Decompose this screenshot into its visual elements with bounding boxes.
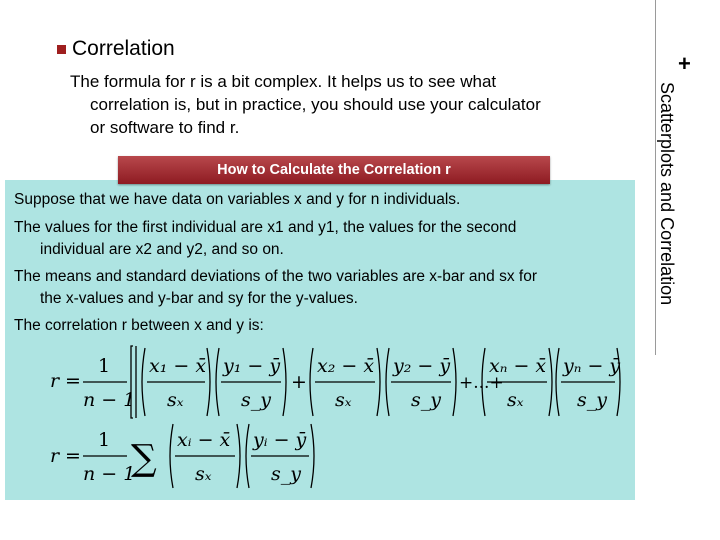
box-caption: How to Calculate the Correlation r	[118, 156, 550, 184]
box-paragraph-1: Suppose that we have data on variables x and y for n individuals.	[14, 191, 461, 208]
bullet-square-icon	[57, 45, 66, 54]
formula-one-2: 1	[98, 429, 111, 451]
term-x2: x₂ − x̄	[317, 355, 375, 377]
denom-sy-i: s_y	[271, 463, 301, 485]
denom-sy-2: s_y	[411, 389, 441, 411]
sigma-icon: ∑	[131, 438, 157, 479]
formula-eq-1: =	[65, 370, 81, 392]
paren-close-icon	[549, 348, 552, 416]
paren-open-icon	[142, 348, 145, 416]
paren-open-icon	[310, 348, 313, 416]
term-y1: y₁ − ȳ	[223, 355, 281, 377]
denom-sx-n: sₓ	[507, 389, 524, 411]
paren-open-icon	[556, 348, 559, 416]
paren-open-icon	[386, 348, 389, 416]
plus-icon: +	[678, 51, 691, 76]
definition-box	[5, 180, 635, 500]
paren-open-icon	[216, 348, 219, 416]
denom-sy-1: s_y	[241, 389, 271, 411]
formula-plus-dots: +...+	[459, 373, 504, 393]
box-paragraph-2-line-1: The values for the first individual are x1 and y1, the values for the second	[14, 219, 517, 236]
paren-close-icon	[453, 348, 456, 416]
paren-close-icon	[311, 424, 314, 488]
box-paragraph-3	[14, 266, 626, 310]
paren-close-icon	[377, 348, 380, 416]
term-x1: x₁ − x̄	[149, 355, 207, 377]
term-yi: yᵢ − ȳ	[253, 429, 307, 451]
term-xn: xₙ − x̄	[489, 355, 547, 377]
box-paragraph-4: The correlation r between x and y is:	[14, 317, 264, 334]
term-y2: y₂ − ȳ	[393, 355, 451, 377]
paren-open-icon	[246, 424, 249, 488]
formula-r-1: r	[50, 370, 60, 392]
correlation-formula	[45, 340, 625, 500]
formula-n-minus-1-1: n − 1	[83, 389, 136, 411]
box-paragraph-3-line-1: The means and standard deviations of the two variables are x-bar and sx for	[14, 268, 537, 285]
denom-sx-i: sₓ	[195, 463, 212, 485]
intro-line-1: The formula for r is a bit complex. It helps us to see what	[70, 72, 497, 91]
intro-text	[70, 70, 630, 139]
box-paragraph-3-line-2: the x-values and y-bar and sy for the y-values.	[40, 290, 358, 307]
denom-sx-1: sₓ	[167, 389, 184, 411]
box-paragraph-2	[14, 217, 626, 261]
formula-n-minus-1-2: n − 1	[83, 463, 136, 485]
formula-eq-2: =	[65, 445, 81, 467]
denom-sx-2: sₓ	[335, 389, 352, 411]
formula-one-1: 1	[98, 355, 111, 377]
intro-line-3: or software to find r.	[90, 118, 240, 137]
term-yn: yₙ − ȳ	[563, 355, 621, 377]
paren-close-icon	[237, 424, 240, 488]
paren-close-icon	[207, 348, 210, 416]
slide-heading: Correlation	[72, 37, 175, 60]
paren-open-icon	[170, 424, 173, 488]
formula-plus-1: +	[291, 371, 307, 393]
paren-close-icon	[283, 348, 286, 416]
formula-r-2: r	[50, 445, 60, 467]
side-title: Scatterplots and Correlation	[657, 82, 677, 306]
box-paragraph-2-line-2: individual are x2 and y2, and so on.	[40, 241, 284, 258]
term-xi: xᵢ − x̄	[177, 429, 231, 451]
denom-sy-n: s_y	[577, 389, 607, 411]
intro-line-2: correlation is, but in practice, you should use your calculator	[90, 95, 541, 114]
